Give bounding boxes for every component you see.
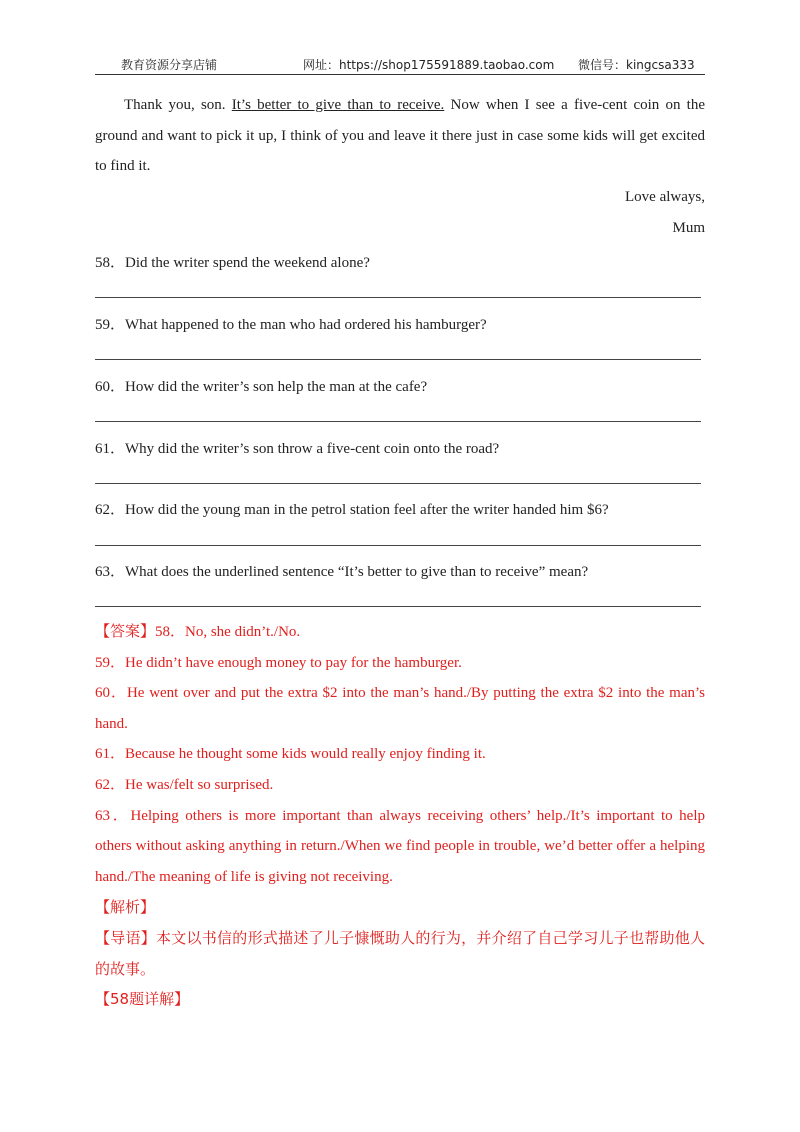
guide-label: 【导语】 xyxy=(95,928,157,947)
answer-line-60 xyxy=(95,421,701,422)
answer-62: 62．He was/felt so surprised. xyxy=(95,776,274,793)
analysis-label: 【解析】 xyxy=(95,898,156,917)
answer-63: 63．Helping others is more important than always receiving others’ help./It’s important to help others without asking anything in return./When we find people in trouble, we’d better offer a helping hand./The meaning of life is giving not receiving. xyxy=(95,807,705,885)
answer-58: 【答案】58．No, she didn’t./No. xyxy=(95,622,301,640)
answer-section xyxy=(95,616,705,1015)
question-60: 60．How did the writer’s son help the man at the cafe? xyxy=(95,379,428,395)
question-63: 63．What does the underlined sentence “It’s better to give than to receive” mean? xyxy=(95,564,589,580)
question-59: 59．What happened to the man who had ordered his hamburger? xyxy=(95,317,487,333)
answer-59: 59．He didn’t have enough money to pay for the hamburger. xyxy=(95,654,462,671)
answer-line-61 xyxy=(95,483,701,484)
answer-label: 【答案】 xyxy=(95,622,156,640)
answer-line-63 xyxy=(95,606,701,607)
guide-paragraph xyxy=(95,923,705,984)
shop-url: 网址：https://shop175591889.taobao.com xyxy=(303,58,555,72)
letter-closing: Love always, xyxy=(625,189,705,205)
letter-signature: Mum xyxy=(672,220,705,236)
q58-detail-label: 【58题详解】 xyxy=(95,990,190,1009)
question-61: 61．Why did the writer’s son throw a five-cent coin onto the road? xyxy=(95,441,500,457)
answer-line-58 xyxy=(95,297,701,298)
underlined-sentence: It’s better to give than to receive. xyxy=(231,97,445,113)
letter-paragraph: Thank you, son. It’s better to give than to receive. Now when I see a five-cent coin on the ground and want to pick it up, I think of you and leave it there just in case some kids will get excited to find it. xyxy=(95,97,705,174)
page-header xyxy=(95,56,705,75)
question-58: 58．Did the writer spend the weekend alone? xyxy=(95,255,370,271)
answer-line-62 xyxy=(95,545,701,546)
shop-name: 教育资源分享店铺 xyxy=(121,58,218,72)
answer-61: 61．Because he thought some kids would really enjoy finding it. xyxy=(95,746,486,763)
question-62: 62．How did the young man in the petrol station feel after the writer handed him $6? xyxy=(95,502,609,518)
answer-60: 60．He went over and put the extra $2 into the man’s hand./By putting the extra $2 into the man’s hand. xyxy=(95,685,705,732)
guide-text: 本文以书信的形式描述了儿子慷慨助人的行为，并介绍了自己学习儿子也帮助他人的故事。 xyxy=(95,928,705,978)
answer-line-59 xyxy=(95,359,701,360)
wechat-id: 微信号：kingcsa333 xyxy=(578,58,695,72)
